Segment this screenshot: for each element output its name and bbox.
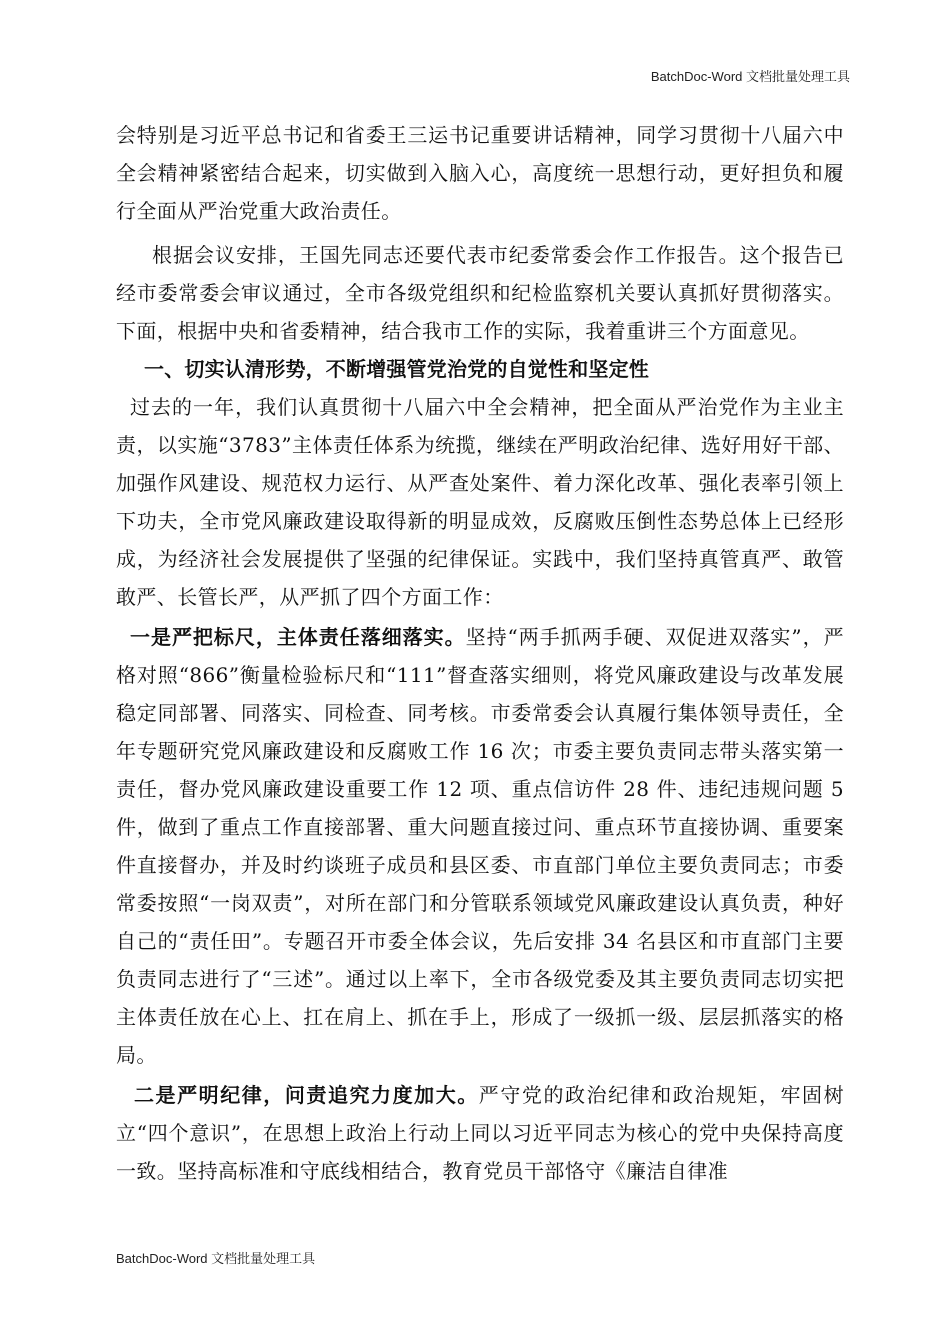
paragraph-meeting-arrangement: 根据会议安排，王国先同志还要代表市纪委常委会作工作报告。这个报告已经市委常委会审议通过，全市各级党组织和纪检监察机关要认真抓好贯彻落实。下面，根据中央和省委精神，结合我市工作的实际，我着重讲三个方面意见。	[116, 243, 844, 343]
page-footer: BatchDoc-Word 文档批量处理工具	[116, 1251, 316, 1266]
paragraph-past-year: 过去的一年，我们认真贯彻十八届六中全会精神，把全面从严治党作为主业主责，以实施“3783”主体责任体系为统揽，继续在严明政治纪律、选好用好干部、加强作风建设、规范权力运行、从严查处案件、着力深化改革、强化表率引领上下功夫，全市党风廉政建设取得新的明显成效，反腐败压倒性态势总体上已经形成，为经济社会发展提供了坚强的纪律保证。实践中，我们坚持真管真严、敢管敢严、长管长严，从严抓了四个方面工作：	[116, 395, 844, 609]
page-header: BatchDoc-Word 文档批量处理工具	[650, 69, 850, 84]
point-one-lead: 一是严把标尺，主体责任落细落实。	[130, 625, 466, 649]
point-one-body: 坚持“两手抓两手硬、双促进双落实”，严格对照“866”衡量检验标尺和“111”督查落实细则，将党风廉政建设与改革发展稳定同部署、同落实、同检查、同考核。市委常委会认真履行集体领导责任，全年专题研究党风廉政建设和反腐败工作 16 次；市委主要负责同志带头落实第一责任，督办党风廉政建设重要工作 12 项、重点信访件 28 件、违纪违规问题 5 件，做到了重点工作直接部署、重大问题直接过问、重点环节直接协调、重要案件直接督办，并及时约谈班子成员和县区委、市直部门单位主要负责同志；市委常委按照“一岗双责”，对所在部门和分管联系领域党风廉政建设认真负责，种好自己的“责任田”。专题召开市委全体会议，先后安排 34 名县区和市直部门主要负责同志进行了“三述”。通过以上率下，全市各级党委及其主要负责同志切实把主体责任放在心上、扛在肩上、抓在手上，形成了一级抓一级、层层抓落实的格局。	[116, 625, 844, 1067]
point-two-lead: 二是严明纪律，问责追究力度加大。	[134, 1083, 479, 1107]
paragraph-point-two	[116, 1076, 844, 1190]
point-two-body: 严守党的政治纪律和政治规矩，牢固树立“四个意识”，在思想上政治上行动上同以习近平同志为核心的党中央保持高度一致。坚持高标准和守底线相结合，教育党员干部恪守《廉洁自律准	[116, 1083, 844, 1183]
paragraph-point-one	[116, 618, 844, 1074]
document-body	[116, 116, 844, 1190]
section-heading-1: 一、切实认清形势，不断增强管党治党的自觉性和坚定性	[144, 357, 649, 381]
paragraph-intro-continuation: 会特别是习近平总书记和省委王三运书记重要讲话精神，同学习贯彻十八届六中全会精神紧密结合起来，切实做到入脑入心，高度统一思想行动，更好担负和履行全面从严治党重大政治责任。	[116, 123, 844, 223]
